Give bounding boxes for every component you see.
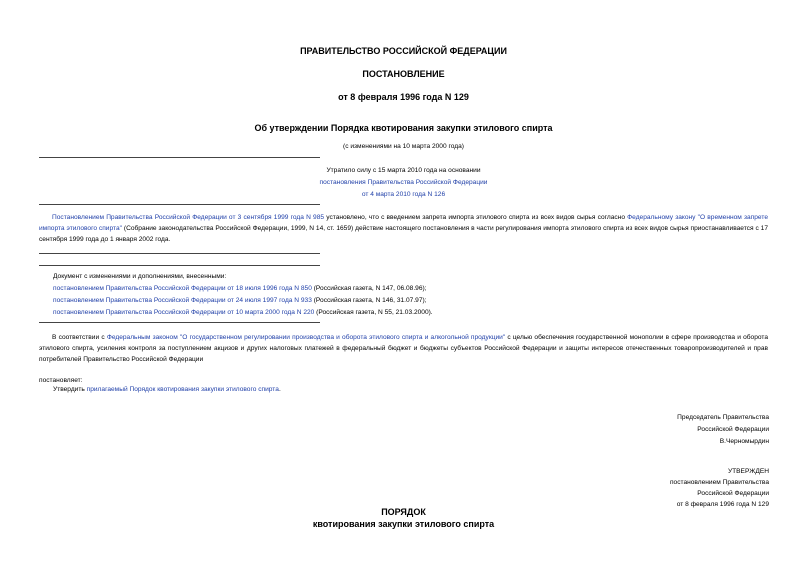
approve-line (53, 384, 281, 395)
state-regulation-law-link[interactable]: Федеральным законом "О государственном регулировании производства и оборота этилового спирта и алкогольной продукции" (106, 334, 506, 341)
amendment-item (53, 295, 427, 306)
order-link[interactable]: прилагаемый Порядок квотирования закупки этилового спирта (86, 386, 279, 393)
amended-note: (с изменениями на 10 марта 2000 года) (343, 143, 464, 150)
amendment-item (53, 307, 433, 318)
amendment-link[interactable]: постановлением Правительства Российской Федерации от 24 июля 1997 года N 933 (53, 297, 312, 304)
separator-rule (39, 322, 320, 323)
amendments-intro: Документ с изменениями и дополнениями, внесенными: (53, 273, 227, 280)
suspension-text-end: (Собрание законодательства Российской Федерации, 1999, N 14, ст. 1659) действие настоящего постановления в части регулирования импорта этилового спирта из всех видов сырья приостанавливается с 17 сентября 1999 года до 1 января 2002 года. (39, 225, 768, 243)
preamble-text-end: с целью обеспечения государственной монополии в сфере производства и оборота этилового спирта, усиления контроля за поступлением акцизов и других налоговых платежей в федеральный бюджет и бюджеты субъектов Российской Федерации и защиты интересов отечественных товаропроизводителей и прав потребителей Правительство Российской Федерации (39, 334, 768, 363)
document-title: Об утверждении Порядка квотирования закупки этилового спирта (254, 123, 553, 133)
lost-force-link-resolution[interactable]: постановления Правительства Российской Федерации (319, 179, 488, 186)
amendment-link[interactable]: постановлением Правительства Российской Федерации от 18 июля 1996 года N 850 (53, 285, 312, 292)
amendment-source: (Российская газета, N 147, 06.08.96); (311, 285, 427, 292)
suspension-resolution-link[interactable]: Постановлением Правительства Российской Федерации от 3 сентября 1999 года N 985 (52, 214, 325, 221)
preamble-paragraph (39, 332, 768, 365)
separator-rule (39, 157, 320, 158)
lost-force-line: Утратило силу с 15 марта 2010 года на основании (326, 167, 481, 174)
approve-text: Утвердить (53, 386, 87, 393)
lost-force-link-date[interactable]: от 4 марта 2010 года N 126 (361, 191, 446, 198)
signatory-name: В.Черномырдин (719, 438, 769, 445)
government-name: ПРАВИТЕЛЬСТВО РОССИЙСКОЙ ФЕДЕРАЦИИ (300, 46, 507, 56)
suspension-paragraph (39, 212, 768, 245)
signature-position-country: Российской Федерации (697, 426, 769, 433)
amendment-source: (Российская газета, N 55, 21.03.2000). (314, 309, 433, 316)
separator-rule (39, 204, 320, 205)
signature-position: Председатель Правительства (677, 414, 769, 421)
separator-rule (39, 265, 320, 266)
amendment-source: (Российская газета, N 146, 31.07.97); (311, 297, 427, 304)
separator-rule (39, 253, 320, 254)
amendment-link[interactable]: постановлением Правительства Российской Федерации от 10 марта 2000 года N 220 (53, 309, 315, 316)
approve-end: . (278, 386, 281, 393)
order-title: ПОРЯДОК (381, 507, 426, 517)
document-date-number: от 8 февраля 1996 года N 129 (338, 92, 469, 102)
document-type: ПОСТАНОВЛЕНИЕ (362, 69, 445, 79)
approved-label: УТВЕРЖДЕН (727, 468, 769, 475)
temporary-ban-law-link[interactable]: Федеральному закону "О временном запрете импорта этилового спирта" (39, 214, 768, 232)
order-subtitle: квотирования закупки этилового спирта (312, 519, 495, 529)
approved-by-resolution: постановлением Правительства (669, 479, 769, 486)
preamble-text: В соответствии с (52, 334, 107, 341)
approved-by-country: Российской Федерации (697, 490, 769, 497)
suspension-text: установлено, что с введением запрета импорта этилового спирта из всех видов сырья согласно (324, 214, 628, 221)
approved-date-number: от 8 февраля 1996 года N 129 (676, 501, 769, 508)
amendment-item (53, 283, 427, 294)
decrees-word: постановляет: (39, 377, 83, 384)
